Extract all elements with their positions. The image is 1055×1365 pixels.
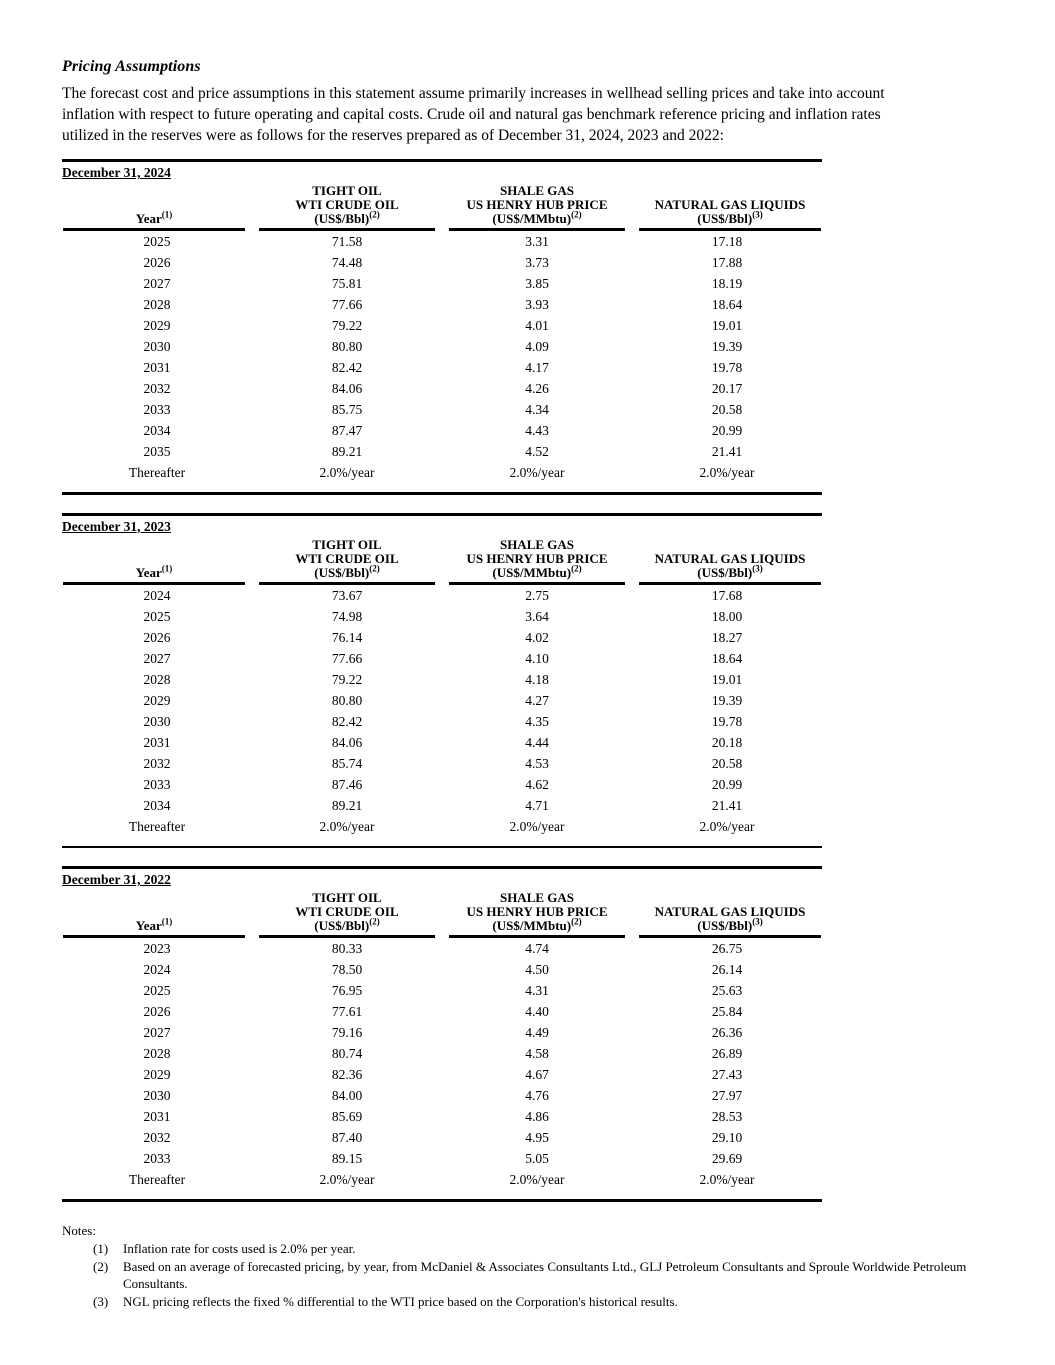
header-row [62, 184, 822, 231]
table-row [62, 231, 822, 252]
table-bottom-rule [62, 846, 822, 849]
table-cell: 4.27 [525, 692, 549, 708]
table-cell: 26.75 [711, 941, 743, 956]
table-row [62, 816, 822, 837]
footnote-ref: (1) [161, 209, 173, 220]
table-cell: 80.80 [331, 339, 363, 354]
table-row [62, 1001, 822, 1022]
table-date-heading: December 31, 2022 [62, 872, 171, 887]
intro-line: utilized in the reserves were as follows for the reserves prepared as of December 31, 2024, 2023 and 2022: [62, 127, 724, 144]
footnote-ref: (2) [571, 916, 582, 927]
table-row [62, 795, 822, 816]
table-row [62, 252, 822, 273]
table-cell: 4.34 [525, 402, 549, 417]
column-header-ngl [632, 891, 822, 938]
table-cell: 21.41 [711, 444, 743, 459]
table-cell: 20.99 [711, 423, 743, 438]
table-cell: 2029 [143, 318, 171, 333]
table-cell: 2.0%/year [509, 1172, 565, 1187]
table-cell: 4.50 [525, 962, 549, 977]
table-cell: 18.27 [711, 629, 743, 645]
table-cell: 2.0%/year [509, 465, 565, 480]
table-cell: 2032 [143, 1130, 171, 1145]
table-cell: 2034 [143, 423, 171, 438]
table-cell: 2032 [143, 381, 171, 396]
table-body [62, 938, 822, 1190]
column-header-year [62, 538, 252, 585]
note-text: NGL pricing reflects the fixed % differential to the WTI price based on the Corporation's historical results. [123, 1293, 678, 1309]
table-cell: 77.66 [331, 650, 363, 666]
column-label: WTI CRUDE OIL [295, 904, 399, 919]
column-header-year [62, 891, 252, 938]
table-cell: 80.33 [331, 941, 363, 956]
table-row [62, 774, 822, 795]
table-row [62, 441, 822, 462]
table-cell: 3.93 [525, 297, 549, 312]
table-date-heading: December 31, 2023 [62, 518, 171, 534]
table-cell: 2026 [143, 1004, 171, 1019]
table-cell: 20.58 [711, 402, 743, 417]
table-cell: 4.43 [525, 423, 549, 438]
table-cell: 18.64 [711, 297, 743, 312]
header-row [62, 538, 822, 585]
column-label: Year [135, 564, 162, 580]
table-cell: 28.53 [711, 1109, 743, 1124]
table-cell: 2025 [143, 608, 171, 624]
intro-line: inflation with respect to future operating and capital costs. Crude oil and natural gas benchmark reference pricing and inflation rates [62, 106, 881, 123]
table-cell: 82.36 [331, 1067, 363, 1082]
table-cell: 17.18 [711, 234, 743, 249]
table-cell: 2024 [143, 962, 171, 977]
footnote-ref: (3) [752, 916, 763, 927]
table-cell: 27.97 [711, 1088, 743, 1103]
table-cell: 84.06 [331, 381, 363, 396]
table-cell: 29.10 [711, 1130, 743, 1145]
footnote-ref: (3) [752, 563, 763, 574]
table-row [62, 648, 822, 669]
table-row [62, 378, 822, 399]
table-row [62, 606, 822, 627]
notes-label: Notes: [62, 1222, 96, 1238]
table-cell: 82.42 [331, 360, 363, 375]
column-label: US HENRY HUB PRICE [466, 197, 608, 212]
table-cell: 2033 [143, 402, 171, 417]
footnote-ref: (2) [369, 563, 380, 574]
table-cell: 85.74 [331, 755, 363, 771]
table-cell: 2029 [143, 692, 171, 708]
table-row [62, 1043, 822, 1064]
table-row [62, 1064, 822, 1085]
column-label: Year [135, 211, 162, 226]
table-cell: 19.78 [711, 713, 743, 729]
table-cell: 4.95 [525, 1130, 549, 1145]
table-row [62, 711, 822, 732]
column-unit: (US$/Bbl)$^{(3)}$ [697, 916, 763, 933]
table-row [62, 1148, 822, 1169]
note-item [62, 1240, 993, 1258]
footnote-ref: (3) [752, 209, 763, 220]
table-cell: 85.75 [331, 402, 363, 417]
table-cell: 20.18 [711, 734, 743, 750]
table-cell: 84.00 [331, 1088, 363, 1103]
table-cell: 20.58 [711, 755, 743, 771]
table-cell: 76.95 [331, 983, 363, 998]
table-row [62, 399, 822, 420]
table-row [62, 336, 822, 357]
table-cell: 79.16 [331, 1025, 363, 1040]
table-bottom-rule [62, 492, 822, 495]
table-cell: 3.31 [525, 234, 549, 249]
column-label: Year [135, 918, 162, 933]
table-cell: 89.21 [331, 797, 363, 813]
table-cell: 2.0%/year [699, 1172, 755, 1187]
table-cell: 75.81 [331, 276, 363, 291]
table-cell: 4.09 [525, 339, 549, 354]
column-label: NATURAL GAS LIQUIDS [654, 550, 806, 566]
table-top-rule [62, 159, 822, 162]
notes-section [62, 1222, 993, 1311]
column-unit: (US$/MMbtu)$^{(2)}$ [492, 916, 582, 933]
column-unit: (US$/Bbl)$^{(2)}$ [314, 209, 380, 226]
table-cell: 4.67 [525, 1067, 549, 1082]
table-cell: 17.68 [711, 587, 743, 603]
column-label: SHALE GAS [499, 183, 575, 198]
note-number: (2) [93, 1258, 109, 1274]
table-cell: 4.62 [525, 776, 549, 792]
table-cell: 2025 [143, 234, 171, 249]
table-row [62, 273, 822, 294]
pricing-table [62, 184, 822, 483]
table-cell: 4.40 [525, 1004, 549, 1019]
pricing-table-block-2023 [62, 513, 822, 849]
table-row [62, 315, 822, 336]
column-header-tight-oil [252, 538, 442, 585]
table-cell: 18.00 [711, 608, 743, 624]
table-cell: 4.86 [525, 1109, 549, 1124]
table-cell: 19.39 [711, 339, 743, 354]
table-cell: 21.41 [711, 797, 743, 813]
column-header-tight-oil [252, 891, 442, 938]
column-label: WTI CRUDE OIL [295, 197, 399, 212]
table-cell: 2028 [143, 297, 171, 312]
column-label: NATURAL GAS LIQUIDS [654, 904, 806, 919]
table-cell: 2035 [143, 444, 171, 459]
note-text: Based on an average of forecasted pricing, by year, from McDaniel & Associates Consultants Ltd., GLJ Petroleum Consultants and Sproule Worldwide Petroleum Consultants. [123, 1258, 967, 1291]
table-cell: 25.84 [711, 1004, 743, 1019]
table-row [62, 420, 822, 441]
table-cell: 2024 [143, 587, 171, 603]
table-cell: 77.61 [331, 1004, 363, 1019]
table-cell: 4.52 [525, 444, 549, 459]
table-cell: 2026 [143, 255, 171, 270]
table-row [62, 690, 822, 711]
column-header-tight-oil [252, 184, 442, 231]
table-cell: 2031 [143, 734, 171, 750]
table-cell: 2030 [143, 713, 171, 729]
table-cell: 82.42 [331, 713, 363, 729]
table-cell: 2031 [143, 360, 171, 375]
table-row [62, 1127, 822, 1148]
table-cell: 4.44 [525, 734, 549, 750]
table-cell: 25.63 [711, 983, 743, 998]
table-cell: 20.17 [711, 381, 743, 396]
table-bottom-rule [62, 1199, 822, 1202]
table-cell: 84.06 [331, 734, 363, 750]
footnote-ref: (2) [571, 563, 582, 574]
table-cell: 79.22 [331, 671, 363, 687]
table-header [62, 184, 822, 231]
column-header-shale-gas [442, 891, 632, 938]
table-body [62, 231, 822, 483]
table-header [62, 538, 822, 585]
table-cell: 79.22 [331, 318, 363, 333]
footnote-ref: (1) [161, 916, 173, 927]
table-cell: 2027 [143, 1025, 171, 1040]
column-unit: (US$/MMbtu)$^{(2)}$ [492, 209, 582, 226]
table-cell: 18.64 [711, 650, 743, 666]
table-cell: 2027 [143, 276, 171, 291]
table-cell: 73.67 [331, 587, 363, 603]
pricing-table [62, 538, 822, 837]
table-row [62, 980, 822, 1001]
pricing-table-block-2022 [62, 866, 822, 1202]
table-cell: 2034 [143, 797, 171, 813]
table-cell: 4.71 [525, 797, 549, 813]
column-label: SHALE GAS [499, 536, 575, 552]
table-cell: 87.47 [331, 423, 363, 438]
table-cell: 2031 [143, 1109, 171, 1124]
table-cell: 89.15 [331, 1151, 363, 1166]
table-cell: 2033 [143, 776, 171, 792]
note-text: Inflation rate for costs used is 2.0% per year. [123, 1241, 356, 1256]
table-row [62, 1022, 822, 1043]
table-cell: 2.0%/year [319, 465, 375, 480]
table-cell: 78.50 [331, 962, 363, 977]
column-label: WTI CRUDE OIL [295, 550, 399, 566]
table-cell: 2033 [143, 1151, 171, 1166]
table-row [62, 1169, 822, 1190]
table-row [62, 1106, 822, 1127]
table-cell: 2032 [143, 755, 171, 771]
column-label: TIGHT OIL [312, 536, 382, 552]
table-cell: 29.69 [711, 1151, 743, 1166]
footnote-ref: (1) [161, 563, 173, 574]
note-number: (3) [93, 1293, 109, 1309]
table-cell: 2.0%/year [319, 818, 375, 834]
note-number: (1) [93, 1241, 109, 1256]
table-cell: 4.58 [525, 1046, 549, 1061]
table-cell: 2028 [143, 1046, 171, 1061]
table-cell: 2.0%/year [509, 818, 565, 834]
table-cell: 19.39 [711, 692, 743, 708]
table-cell: 87.46 [331, 776, 363, 792]
column-unit: (US$/Bbl)$^{(3)}$ [697, 563, 763, 580]
table-cell: 2025 [143, 983, 171, 998]
table-cell: 4.17 [525, 360, 549, 375]
column-label: US HENRY HUB PRICE [466, 550, 608, 566]
table-cell: 4.10 [525, 650, 549, 666]
table-cell: 4.31 [525, 983, 549, 998]
table-cell: 71.58 [331, 234, 363, 249]
table-cell: 26.14 [711, 962, 743, 977]
table-cell: 87.40 [331, 1130, 363, 1145]
table-cell: Thereafter [128, 818, 186, 834]
footnote-ref: (2) [369, 209, 380, 220]
table-cell: 19.01 [711, 318, 743, 333]
table-row [62, 938, 822, 959]
table-cell: 3.73 [525, 255, 549, 270]
table-cell: 2.0%/year [699, 818, 755, 834]
table-row [62, 357, 822, 378]
table-row [62, 1085, 822, 1106]
table-cell: 4.01 [525, 318, 549, 333]
table-cell: 80.80 [331, 692, 363, 708]
column-header-year [62, 184, 252, 231]
table-cell: 2023 [143, 941, 171, 956]
table-cell: 27.43 [711, 1067, 743, 1082]
column-label: TIGHT OIL [312, 890, 382, 905]
note-item [62, 1258, 993, 1293]
table-cell: Thereafter [128, 465, 186, 480]
column-header-shale-gas [442, 538, 632, 585]
table-cell: 2029 [143, 1067, 171, 1082]
table-cell: 26.36 [711, 1025, 743, 1040]
table-cell: 2.0%/year [319, 1172, 375, 1187]
table-cell: 19.01 [711, 671, 743, 687]
table-cell: 26.89 [711, 1046, 743, 1061]
table-cell: 20.99 [711, 776, 743, 792]
column-label: US HENRY HUB PRICE [466, 904, 608, 919]
table-cell: 19.78 [711, 360, 743, 375]
page-title: Pricing Assumptions [62, 58, 201, 75]
column-header-ngl [632, 184, 822, 231]
column-label: SHALE GAS [499, 890, 575, 905]
table-row [62, 294, 822, 315]
note-item [62, 1293, 993, 1311]
table-cell: 85.69 [331, 1109, 363, 1124]
table-cell: 77.66 [331, 297, 363, 312]
table-cell: 2028 [143, 671, 171, 687]
footnote-ref: (2) [571, 209, 582, 220]
table-header [62, 891, 822, 938]
table-cell: 5.05 [525, 1151, 549, 1166]
table-cell: 2027 [143, 650, 171, 666]
intro-line: The forecast cost and price assumptions in this statement assume primarily increases in wellhead selling prices and take into account [62, 85, 885, 102]
table-cell: 4.18 [525, 671, 549, 687]
table-date-heading: December 31, 2024 [62, 165, 171, 180]
footnote-ref: (2) [369, 916, 380, 927]
table-cell: 2030 [143, 1088, 171, 1103]
header-row [62, 891, 822, 938]
table-cell: Thereafter [128, 1172, 186, 1187]
column-unit: (US$/Bbl)$^{(2)}$ [314, 916, 380, 933]
table-top-rule [62, 513, 822, 516]
table-cell: 4.02 [525, 629, 549, 645]
table-cell: 76.14 [331, 629, 363, 645]
pricing-table-block-2024 [62, 159, 822, 495]
table-cell: 2.75 [525, 587, 549, 603]
table-top-rule [62, 866, 822, 869]
table-cell: 17.88 [711, 255, 743, 270]
table-cell: 4.74 [525, 941, 549, 956]
table-body [62, 585, 822, 837]
table-cell: 2030 [143, 339, 171, 354]
table-cell: 2026 [143, 629, 171, 645]
table-cell: 4.35 [525, 713, 549, 729]
table-row [62, 959, 822, 980]
table-cell: 4.26 [525, 381, 549, 396]
table-row [62, 732, 822, 753]
table-cell: 89.21 [331, 444, 363, 459]
column-unit: (US$/Bbl)$^{(2)}$ [314, 563, 380, 580]
intro-paragraph [62, 83, 980, 146]
table-cell: 74.48 [331, 255, 363, 270]
table-cell: 4.49 [525, 1025, 549, 1040]
table-cell: 74.98 [331, 608, 363, 624]
column-header-shale-gas [442, 184, 632, 231]
table-row [62, 462, 822, 483]
column-unit: (US$/MMbtu)$^{(2)}$ [492, 563, 582, 580]
pricing-table [62, 891, 822, 1190]
table-cell: 4.76 [525, 1088, 549, 1103]
table-row [62, 627, 822, 648]
table-cell: 3.64 [525, 608, 549, 624]
column-label: TIGHT OIL [312, 183, 382, 198]
table-row [62, 585, 822, 606]
column-label: NATURAL GAS LIQUIDS [654, 197, 806, 212]
table-cell: 3.85 [525, 276, 549, 291]
table-cell: 4.53 [525, 755, 549, 771]
table-cell: 2.0%/year [699, 465, 755, 480]
table-cell: 18.19 [711, 276, 743, 291]
column-header-ngl [632, 538, 822, 585]
table-row [62, 669, 822, 690]
table-row [62, 753, 822, 774]
column-unit: (US$/Bbl)$^{(3)}$ [697, 209, 763, 226]
table-cell: 80.74 [331, 1046, 363, 1061]
